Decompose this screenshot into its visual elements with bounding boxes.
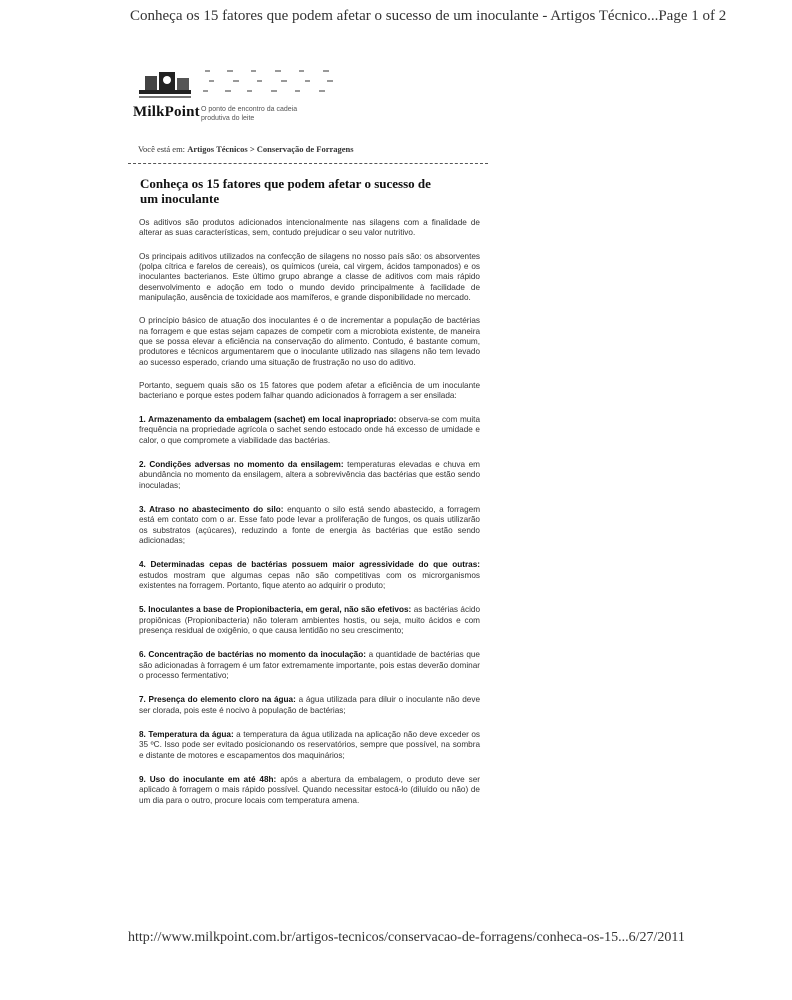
article-title: Conheça os 15 fatores que podem afetar o sucesso de um inoculante bbox=[140, 176, 431, 206]
factor-title: 8. Temperatura da água: bbox=[139, 730, 234, 740]
factor-item bbox=[139, 650, 480, 681]
intro-paragraph: O princípio básico de atuação dos inoculantes é o de incrementar a população de bactérias na forragem e que estas sejam capazes de competir com a microbiota existente, de maneira que se possa elevar a eficiência na conservação do alimento. Contudo, é bastante comum, produtores e técnicos argumentarem que o inoculante utilizado nas silagens não tem levado ao sucesso esperado, criando uma situação de frustração no uso do aditivo. bbox=[139, 316, 480, 367]
milkpoint-logo[interactable] bbox=[133, 62, 393, 132]
factor-title: 1. Armazenamento da embalagem (sachet) em local inapropriado: bbox=[139, 414, 397, 424]
factor-title: 7. Presença do elemento cloro na água: bbox=[139, 695, 296, 705]
article-body bbox=[139, 218, 480, 820]
print-header-title: Conheça os 15 fatores que podem afetar o sucesso de um inoculante - Artigos Técnico... bbox=[130, 8, 659, 24]
factor-text: após a abertura da embalagem, o produto deve ser aplicado à forragem o mais rápido possível. Quando necessitar estocá-lo (diluído ou não) de um dia para o outro, procure locais com temperatura amena. bbox=[139, 775, 480, 805]
factor-item bbox=[139, 605, 480, 636]
intro-paragraph: Os principais aditivos utilizados na confecção de silagens no nosso país são: os absorventes (polpa cítrica e farelos de cereais), os químicos (ureia, cal virgem, ácidos tamponados) e os inoculantes bacterianos. Este último grupo abrange a classe de aditivos com mais rápido desenvolvimento e adoção em todo o mundo devido principalmente à facilidade de manipulação, ausência de toxicidade aos mamíferos, e grande disponibilidade no mercado. bbox=[139, 251, 480, 303]
intro-paragraph: Os aditivos são produtos adicionados intencionalmente nas silagens com a finalidade de alterar as suas características, sem, contudo prejudicar o seu valor nutritivo. bbox=[139, 218, 480, 238]
factor-item bbox=[139, 560, 480, 591]
factor-title: 9. Uso do inoculante em até 48h: bbox=[139, 775, 277, 785]
print-header bbox=[130, 8, 727, 25]
factor-item bbox=[139, 695, 480, 716]
factor-title: 3. Atraso no abastecimento do silo: bbox=[139, 504, 284, 514]
print-footer-date: 6/27/2011 bbox=[628, 930, 685, 945]
intro-paragraph: Portanto, seguem quais são os 15 fatores que podem afetar a eficiência de um inoculante bacteriano e porque estes podem falhar quando adicionados à forragem a ser ensilada: bbox=[139, 381, 480, 401]
factor-title: 4. Determinadas cepas de bactérias possuem maior agressividade do que outras: bbox=[139, 560, 480, 570]
factor-text: a quantidade de bactérias que são adicionadas à forragem é um fator extremamente importante, pois estas deverão dominar o processo fermentativo; bbox=[139, 650, 480, 680]
print-footer bbox=[128, 930, 685, 946]
logo-tagline: O ponto de encontro da cadeia produtiva do leite bbox=[201, 106, 298, 122]
factor-item bbox=[139, 505, 480, 546]
factor-title: 6. Concentração de bactérias no momento da inoculação: bbox=[139, 650, 366, 660]
breadcrumb bbox=[138, 144, 354, 154]
divider bbox=[128, 163, 488, 164]
breadcrumb-prefix: Você está em: bbox=[138, 144, 186, 154]
factor-text: a água utilizada para diluir o inoculante não deve ser clorada, pois este é nocivo à população de bactérias; bbox=[139, 695, 480, 715]
decorative-dots bbox=[199, 66, 399, 96]
factor-title: 5. Inoculantes a base de Propionibacteria, em geral, não são efetivos: bbox=[139, 605, 412, 615]
milk-can-icon bbox=[137, 68, 193, 102]
print-header-page: Page 1 of 2 bbox=[658, 8, 727, 24]
factor-item bbox=[139, 730, 480, 761]
logo-wordmark: MilkPoint bbox=[133, 104, 200, 120]
factor-item bbox=[139, 460, 480, 491]
print-footer-url[interactable]: http://www.milkpoint.com.br/artigos-tecnicos/conservacao-de-forragens/conheca-os-15... bbox=[128, 930, 629, 945]
factor-text: estudos mostram que algumas cepas não são competitivas com os microrganismos existentes na forragem. Portanto, fique atento ao adquirir o produto; bbox=[139, 570, 480, 590]
factor-text: enquanto o silo está sendo abastecido, a forragem está em contato com o ar. Esse fato pode levar a proliferação de fungos, os quais utilizarão os substratos (açúcares), reduzindo a fonte de energia às bactérias que estão sendo adicionadas; bbox=[139, 504, 481, 545]
factor-text: as bactérias ácido propiônicas (Propionibacteria) não toleram ambientes hostis, ou seja, muito ácidos e com presença residual de oxigênio, o que causa lentidão no seu crescimento; bbox=[139, 605, 481, 635]
factor-text: a temperatura da água utilizada na aplicação não deve exceder os 35 ºC. Isso pode ser evitado posicionando os reservatórios, sempre que possível, na sombra e distante de motores e escapamentos dos maquinários; bbox=[139, 730, 480, 760]
factor-item bbox=[139, 415, 480, 446]
factor-text: observa-se com muita frequência na propriedade agrícola o sachet sendo estocado onde há excesso de umidade e calor, o que compromete a viabilidade das bactérias. bbox=[139, 414, 480, 445]
factor-text: temperaturas elevadas e chuva em abundância no momento da ensilagem, altera a sobrevivência das bactérias que estão sendo inoculadas; bbox=[139, 459, 480, 490]
breadcrumb-path[interactable]: Artigos Técnicos > Conservação de Forragens bbox=[187, 144, 354, 154]
factor-title: 2. Condições adversas no momento da ensilagem: bbox=[139, 459, 344, 469]
factor-item bbox=[139, 775, 480, 806]
